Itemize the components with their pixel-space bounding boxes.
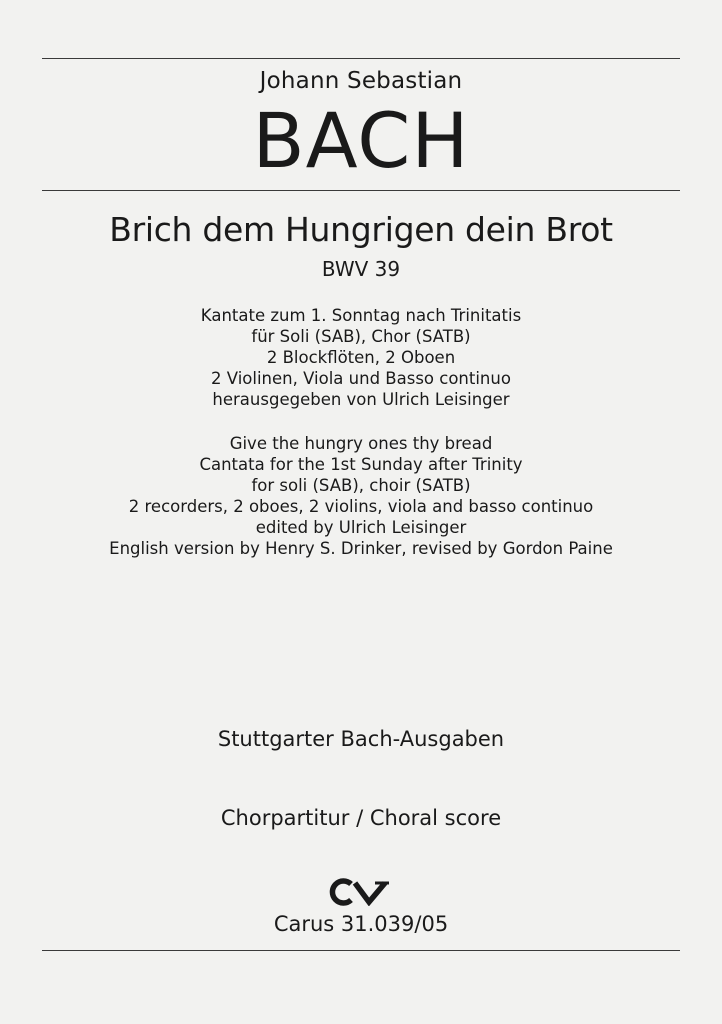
- carus-logo: [0, 878, 722, 908]
- german-line: für Soli (SAB), Chor (SATB): [251, 327, 471, 346]
- english-line: Cantata for the 1st Sunday after Trinity: [199, 455, 523, 474]
- german-line: 2 Violinen, Viola und Basso continuo: [211, 369, 511, 388]
- work-title: Brich dem Hungrigen dein Brot: [109, 210, 613, 249]
- german-line: 2 Blockflöten, 2 Oboen: [266, 348, 456, 367]
- score-type: Chorpartitur / Choral score: [220, 806, 502, 830]
- english-line: edited by Ulrich Leisinger: [255, 518, 467, 537]
- bottom-rule: [42, 950, 680, 951]
- top-rule: [42, 58, 680, 59]
- german-description: [0, 305, 722, 410]
- english-line: Give the hungry ones thy bread: [229, 434, 493, 453]
- catalogue-number: BWV 39: [321, 257, 401, 281]
- composer-surname: BACH: [252, 96, 470, 185]
- title-rule: [42, 190, 680, 191]
- german-line: Kantate zum 1. Sonntag nach Trinitatis: [200, 306, 522, 325]
- publisher-catalog-number: Carus 31.039/05: [273, 912, 449, 936]
- german-line: herausgegeben von Ulrich Leisinger: [212, 390, 510, 409]
- english-line: for soli (SAB), choir (SATB): [251, 476, 471, 495]
- series-name: Stuttgarter Bach-Ausgaben: [217, 727, 505, 751]
- english-line: 2 recorders, 2 oboes, 2 violins, viola and basso continuo: [128, 497, 594, 516]
- composer-first-names: Johann Sebastian: [259, 68, 463, 94]
- english-line: English version by Henry S. Drinker, revised by Gordon Paine: [109, 539, 613, 558]
- carus-cv-logo-icon: [329, 878, 393, 906]
- english-description: [0, 433, 722, 559]
